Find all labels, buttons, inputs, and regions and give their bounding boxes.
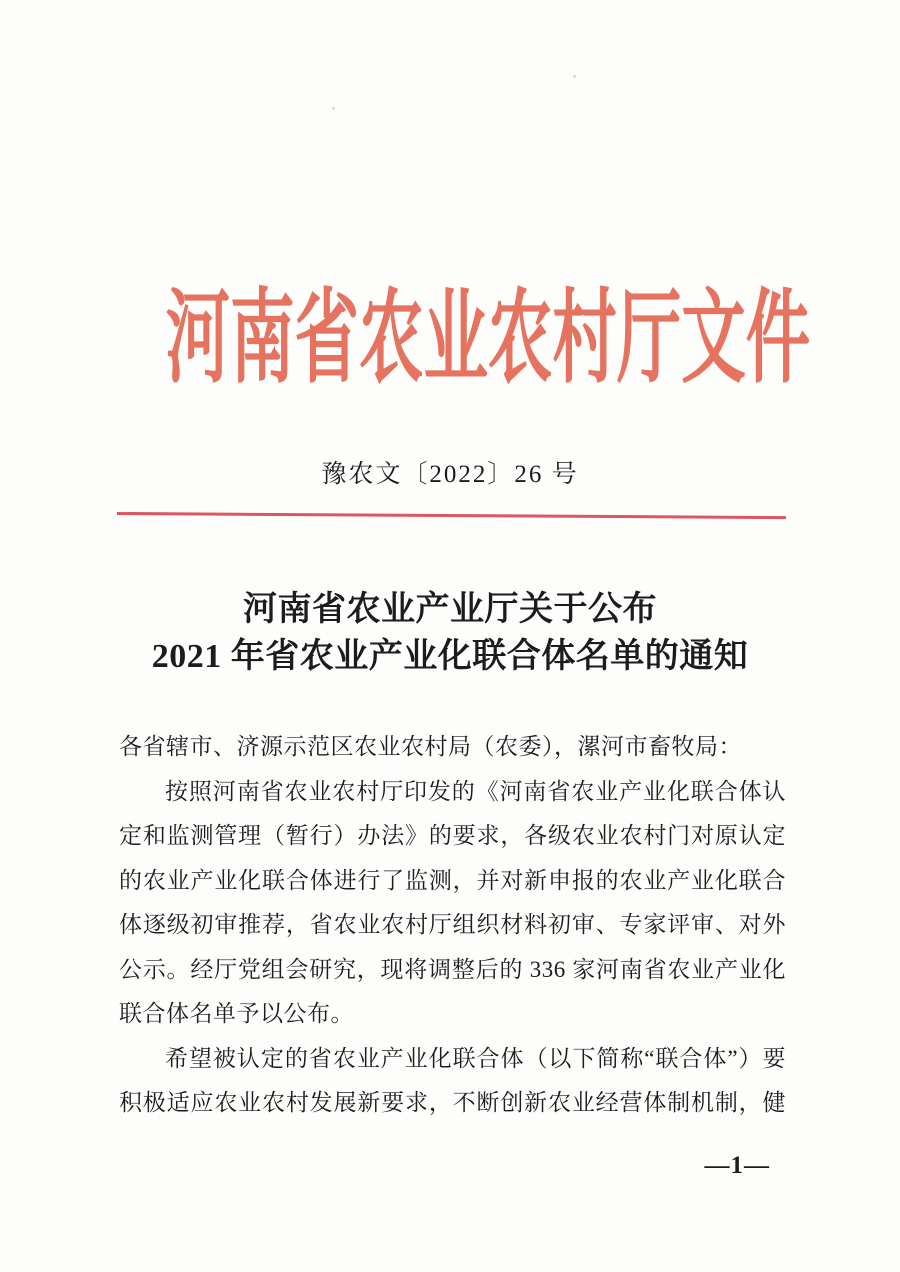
document-title bbox=[0, 586, 900, 680]
body-line: 体逐级初审推荐，省农业农村厅组织材料初审、专家评审、对外 bbox=[119, 912, 786, 937]
document-title-line-1: 河南省农业产业厅关于公布 bbox=[243, 591, 657, 628]
document-title-line-2: 2021 年省农业产业化联合体名单的通知 bbox=[151, 638, 749, 675]
body-line: 希望被认定的省农业产业化联合体（以下简称“联合体”）要 bbox=[165, 1045, 786, 1071]
body-line: 定和监测管理（暂行）办法》的要求，各级农业农村门对原认定 bbox=[119, 823, 786, 848]
body-line: 按照河南省农业农村厅印发的《河南省农业产业化联合体认 bbox=[165, 778, 786, 804]
salutation-line: 各省辖市、济源示范区农业农村局（农委），漯河市畜牧局： bbox=[119, 734, 742, 759]
body-line: 的农业产业化联合体进行了监测，并对新申报的农业产业化联合 bbox=[119, 867, 786, 893]
scan-speck bbox=[573, 75, 576, 78]
document-number: 豫农文〔2022〕26 号 bbox=[321, 461, 579, 488]
body-line: 公示。经厅党组会研究，现将调整后的 336 家河南省农业产业化 bbox=[119, 956, 786, 982]
agency-header-title: 河南省农业农村厅文件 bbox=[165, 283, 811, 396]
red-divider-line bbox=[117, 512, 786, 519]
page-number: —1— bbox=[704, 1152, 770, 1179]
scan-speck bbox=[332, 107, 335, 110]
body-line: 联合体名单予以公布。 bbox=[119, 1001, 354, 1026]
body-line: 积极适应农业农村发展新要求，不断创新农业经营体制机制，健 bbox=[119, 1090, 786, 1115]
document-body bbox=[119, 725, 786, 1126]
